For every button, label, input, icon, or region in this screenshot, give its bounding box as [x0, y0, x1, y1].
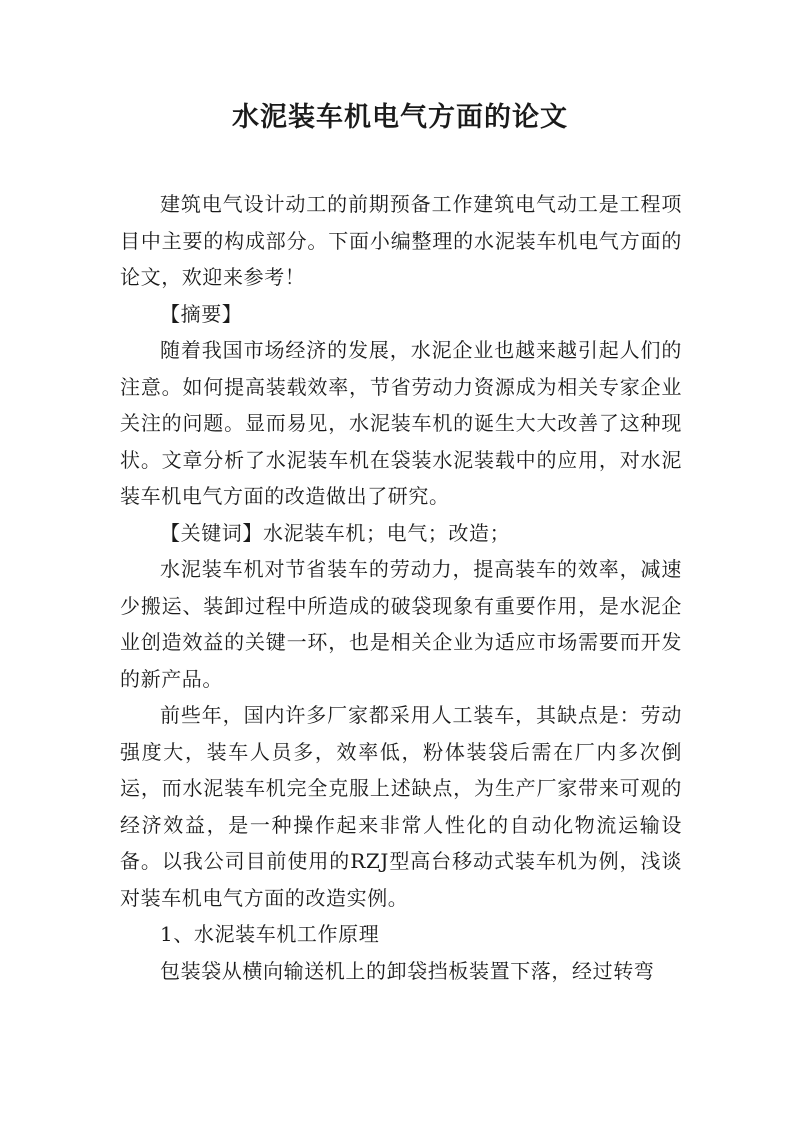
abstract-heading: 【摘要】 [160, 301, 243, 326]
intro-paragraph: 建筑电气设计动工的前期预备工作建筑电气动工是工程项目中主要的构成部分。下面小编整理的水泥装车机电气方面的论文，欢迎来参考！ [120, 192, 682, 289]
section-heading: 1、水泥装车机工作原理 [160, 922, 380, 946]
document-title: 水泥装车机电气方面的论文 [232, 102, 568, 133]
keywords-paragraph: 【关键词】水泥装车机；电气；改造； [160, 520, 511, 545]
body-paragraph: 水泥装车机对节省装车的劳动力，提高装车的效率，减速少搬运、装卸过程中所造成的破袋现象有重要作用，是水泥企业创造效益的关键一环，也是相关企业为适应市场需要而开发的新产品。 [120, 557, 682, 691]
abstract-paragraph: 随着我国市场经济的发展，水泥企业也越来越引起人们的注意。如何提高装载效率，节省劳动力资源成为相关专家企业关注的问题。显而易见，水泥装车机的诞生大大改善了这种现状。文章分析了水泥装车机在袋装水泥装载中的应用，对水泥装车机电气方面的改造做出了研究。 [120, 338, 682, 508]
document-body [120, 186, 682, 989]
body-paragraph: 包装袋从横向输送机上的卸袋挡板装置下落，经过转弯 [160, 958, 655, 983]
body-paragraph: 前些年，国内许多厂家都采用人工装车，其缺点是：劳动强度大，装车人员多，效率低，粉体装袋后需在厂内多次倒运，而水泥装车机完全克服上述缺点，为生产厂家带来可观的经济效益，是一种操作起来非常人性化的自动化物流运输设备。以我公司目前使用的RZJ型高台移动式装车机为例，浅谈对装车机电气方面的改造实例。 [120, 703, 682, 910]
